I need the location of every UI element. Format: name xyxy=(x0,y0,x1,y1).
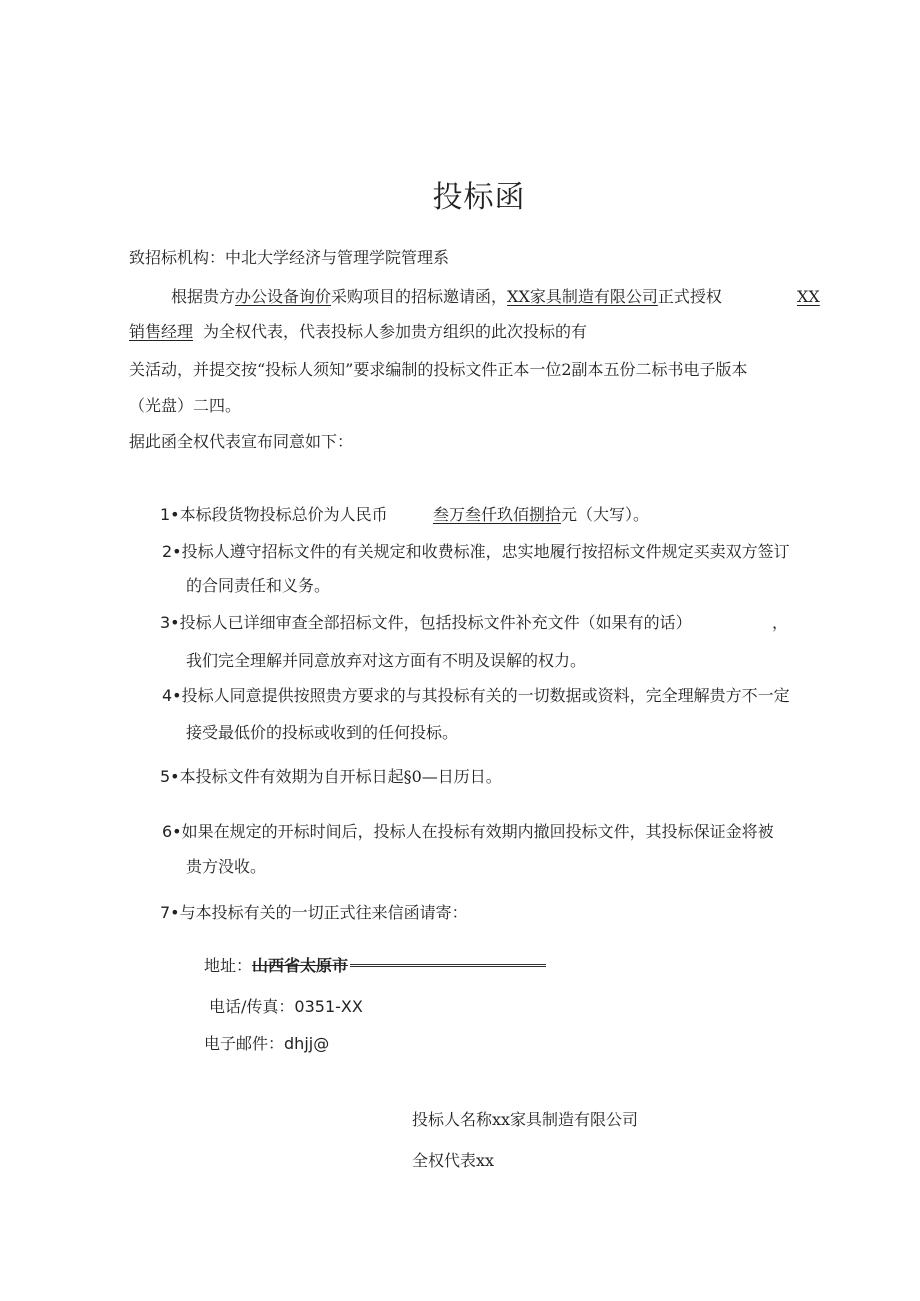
item-number: 2• xyxy=(162,542,182,561)
recipient-prefix: 致招标机构： xyxy=(129,248,226,267)
bidder-name: 投标人名称xx家具制造有限公司 xyxy=(412,1110,639,1129)
email-line xyxy=(204,1034,329,1054)
item-3-line-2: 我们完全理解并同意放弃对这方面有不明及误解的权力。 xyxy=(186,651,587,670)
item-text: 本投标文件有效期为自开标日起§0—日历日。 xyxy=(179,767,502,786)
recipient-line xyxy=(129,248,449,268)
item-6 xyxy=(162,822,774,842)
item-text: 与本投标有关的一切正式往来信函请寄： xyxy=(179,903,468,922)
item-6-line-2: 贵方没收。 xyxy=(186,857,267,876)
phone-value: 0351-XX xyxy=(294,997,363,1016)
address-line xyxy=(204,956,546,976)
item-text: 投标人已详细审查全部招标文件，包括投标文件补充文件（如果有的话） xyxy=(179,613,692,632)
item-number: 6• xyxy=(162,822,182,841)
address-filler-line xyxy=(350,964,546,967)
recipient-name: 中北大学经济与管理学院管理系 xyxy=(225,248,450,267)
authorized-representative: 全权代表xx xyxy=(412,1151,495,1170)
item-2 xyxy=(162,542,790,562)
item-number: 4• xyxy=(162,686,182,705)
item-7 xyxy=(160,903,468,923)
representative-name: XX xyxy=(797,287,820,306)
item-text-tail: 元（大写）。 xyxy=(561,505,650,524)
item-5 xyxy=(160,767,502,787)
phone-label: 电话/传真： xyxy=(209,997,295,1016)
project-name: 办公设备询价 xyxy=(235,287,332,306)
item-1-amount xyxy=(433,505,649,525)
intro-line-5: 据此函全权代表宣布同意如下： xyxy=(129,432,354,451)
item-3-comma: ， xyxy=(772,613,789,632)
intro-text-a: 根据贵方 xyxy=(171,287,236,306)
item-text: 投标人遵守招标文件的有关规定和收费标准，忠实地履行按招标文件规定买卖双方签订 xyxy=(181,542,790,561)
item-4-line-2: 接受最低价的投标或收到的任何投标。 xyxy=(186,723,459,742)
item-number: 1• xyxy=(160,505,180,524)
item-2-line-2: 的合同责任和义务。 xyxy=(186,576,331,595)
item-text: 如果在规定的开标时间后，投标人在投标有效期内撤回投标文件，其投标保证金将被 xyxy=(181,822,774,841)
intro-line-2 xyxy=(129,322,587,342)
item-text: 本标段货物投标总价为人民币 xyxy=(179,505,388,524)
address-label: 地址： xyxy=(204,956,253,975)
item-number: 5• xyxy=(160,767,180,786)
intro-text-c: 正式授权 xyxy=(657,287,722,306)
address-value: 山西省太原市 xyxy=(252,956,349,975)
intro-text-b: 采购项目的招标邀请函， xyxy=(331,287,508,306)
company-name: XX家具制造有限公司 xyxy=(507,287,658,306)
item-4 xyxy=(162,686,790,706)
intro-line-4: （光盘）二四。 xyxy=(129,396,242,415)
document-title: 投标函 xyxy=(432,180,526,215)
item-number: 3• xyxy=(160,613,180,632)
item-1 xyxy=(160,505,388,525)
phone-line xyxy=(209,997,363,1017)
intro-line-3: 关活动，并提交按“投标人须知”要求编制的投标文件正本一位2副本五份二标书电子版本 xyxy=(129,360,748,379)
email-label: 电子邮件： xyxy=(204,1034,285,1053)
item-number: 7• xyxy=(160,903,180,922)
intro-line-1 xyxy=(171,287,722,307)
item-text: 投标人同意提供按照贵方要求的与其投标有关的一切数据或资料，完全理解贵方不一定 xyxy=(181,686,790,705)
bid-amount: 叁万叁仟玖佰捌拾 xyxy=(433,505,562,524)
email-value: dhjj@ xyxy=(284,1034,330,1053)
intro-text-d: 为全权代表，代表投标人参加贵方组织的此次投标的有 xyxy=(203,322,588,341)
representative-title: 销售经理 xyxy=(129,322,194,341)
item-3 xyxy=(160,613,692,633)
